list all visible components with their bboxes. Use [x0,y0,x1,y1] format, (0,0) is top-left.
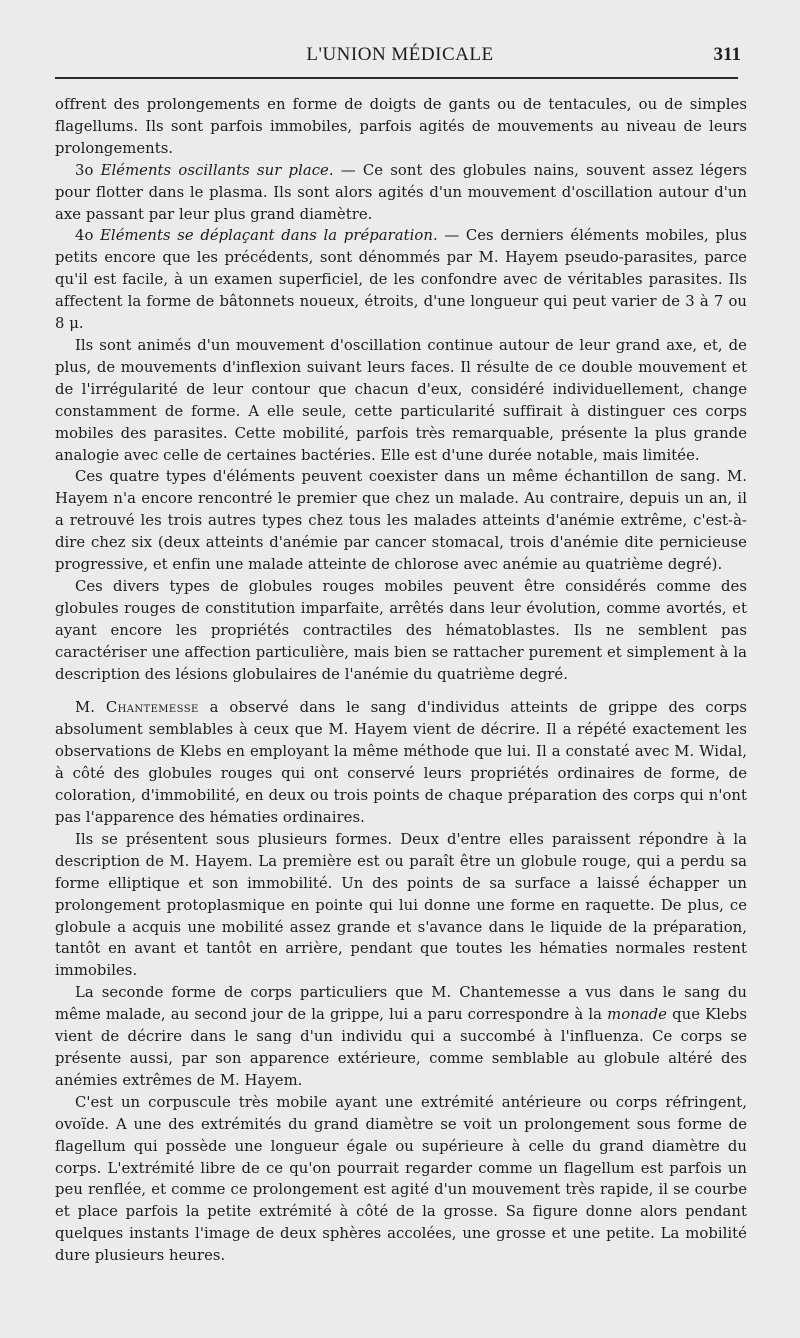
paragraph-7 [55,697,747,828]
running-title: L'UNION MÉDICALE [306,44,494,65]
page-header [55,44,745,76]
paragraph-text: Ces quatre types d'éléments peuvent coexister dans un même échantillon de sang. M. Hayem n'a encore rencontré le premier que chez un malade. Au contraire, depuis un an, il a retrouvé les trois autres types chez tous les malades atteints d'anémie extrême, c'est-à-dire chez six (deux atteints d'anémie par cancer stomacal, trois d'anémie dite pernicieuse progressive, et enfin une malade atteinte de chlorose avec anémie au quatrième degré). [55,468,747,574]
paragraph-heading: Eléments oscillants sur place. [100,161,334,179]
paragraph-4 [55,335,747,466]
paragraph-lead: 3o [75,161,101,179]
paragraph-text: offrent des prolongements en forme de doigts de gants ou de tentacules, ou de simples flagellums. Ils sont parfois immobiles, parfois agités de mouvements au niveau de leurs prolongements. [55,96,747,157]
paragraph-text: — Ces derniers éléments mobiles, plus petits encore que les précédents, sont dénommés par M. Hayem pseudo-parasites, parce qu'il est facile, à un examen superficiel, de les confondre avec de véritables parasites. Ils affectent la forme de bâtonnets noueux, étroits, d'une longueur qui peut varier de 3 à 7 ou 8 μ. [55,227,747,333]
paragraph-text: que Klebs vient de décrire dans le sang d'un individu qui a succombé à l'influenza. Ce corps se présente aussi, par son apparence extérieure, comme semblable au globule altéré des anémies extrêmes de M. Hayem. [55,1006,747,1089]
paragraph-9 [55,982,747,1092]
paragraph-lead: M. [75,699,106,717]
paragraph-1 [55,94,747,160]
paragraph-6 [55,576,747,686]
paragraph-5 [55,466,747,576]
paragraph-text: a observé dans le sang d'individus atteints de grippe des corps absolument semblables à ceux que M. Hayem vient de décrire. Il a répété exactement les observations de Klebs en employant la même méthode que lui. Il a constaté avec M. Widal, à côté des globules rouges qui ont conservé leurs propriétés ordinaires de forme, de coloration, d'immobilité, en deux ou trois points de chaque préparation des corps qui n'ont pas l'apparence des hématies ordinaires. [55,699,747,826]
body-text [55,94,747,1267]
paragraph-8 [55,829,747,982]
paragraph-2 [55,160,747,226]
paragraph-heading: Eléments se déplaçant dans la préparation. [100,227,438,245]
paragraph-text: Ils sont animés d'un mouvement d'oscillation continue autour de leur grand axe, et, de plus, de mouvements d'inflexion suivant leurs faces. Il résulte de ce double mouvement et de l'irrégularité de leur contour que chacun d'eux, considéré individuellement, change constamment de forme. A elle seule, cette particularité suffirait à distinguer ces corps mobiles des parasites. Cette mobilité, parfois très remarquable, présente la plus grande analogie avec celle de certaines bactéries. Elle est d'une durée notable, mais limitée. [55,336,747,464]
header-rule [55,77,738,79]
paragraph-text: Ces divers types de globules rouges mobiles peuvent être considérés comme des globules rouges de constitution imparfaite, arrêtés dans leur évolution, comme avortés, et ayant encore les propriétés contractiles des hématoblastes. Ils ne semblent pas caractériser une affection particulière, mais bien se rattacher purement et simplement à la description des lésions globulaires de l'anémie du quatrième degré. [55,577,747,683]
paragraph-text: C'est un corpuscule très mobile ayant une extrémité antérieure ou corps réfringent, ovoïde. A une des extrémités du grand diamètre se voit un prolongement sous forme de flagellum qui possède une longueur égale ou supérieure à celle du grand diamètre du corps. L'extrémité libre de ce qu'on pourrait regarder comme un flagellum est parfois un peu renflée, et comme ce prolongement est agité d'un mouvement très rapide, il se courbe et place parfois la petite extrémité à côté de la grosse. Sa figure donne alors pendant quelques instants l'image de deux sphères accolées, une grosse et une petite. La mobilité dure plusieurs heures. [55,1093,747,1265]
paragraph-text-before: La seconde forme de corps particuliers que M. Chantemesse a vus dans le sang du même malade, au second jour de la grippe, lui a paru correspondre à la [55,984,747,1024]
section-gap [55,685,747,697]
paragraph-10 [55,1092,747,1267]
page-number: 311 [713,44,741,65]
paragraph-lead: 4o [75,227,101,245]
paragraph-3 [55,225,747,335]
italic-term: monade [607,1006,667,1024]
author-name: Chantemesse [105,699,199,717]
paragraph-text: — Ce sont des globules nains, souvent assez légers pour flotter dans le plasma. Ils sont alors agités d'un mouvement d'oscillation autour d'un axe passant par leur plus grand diamètre. [55,161,747,223]
paragraph-text: Ils se présentent sous plusieurs formes. Deux d'entre elles paraissent répondre à la description de M. Hayem. La première est ou paraît être un globule rouge, qui a perdu sa forme elliptique et son immobilité. Un des points de sa surface a laissé échapper un prolongement protoplasmique en pointe qui lui donne une forme en raquette. De plus, ce globule a acquis une mobilité assez grande et s'avance dans le liquide de la préparation, tantôt en avant et tantôt en arrière, pendant que toutes les hématies normales restent immobiles. [55,830,747,980]
